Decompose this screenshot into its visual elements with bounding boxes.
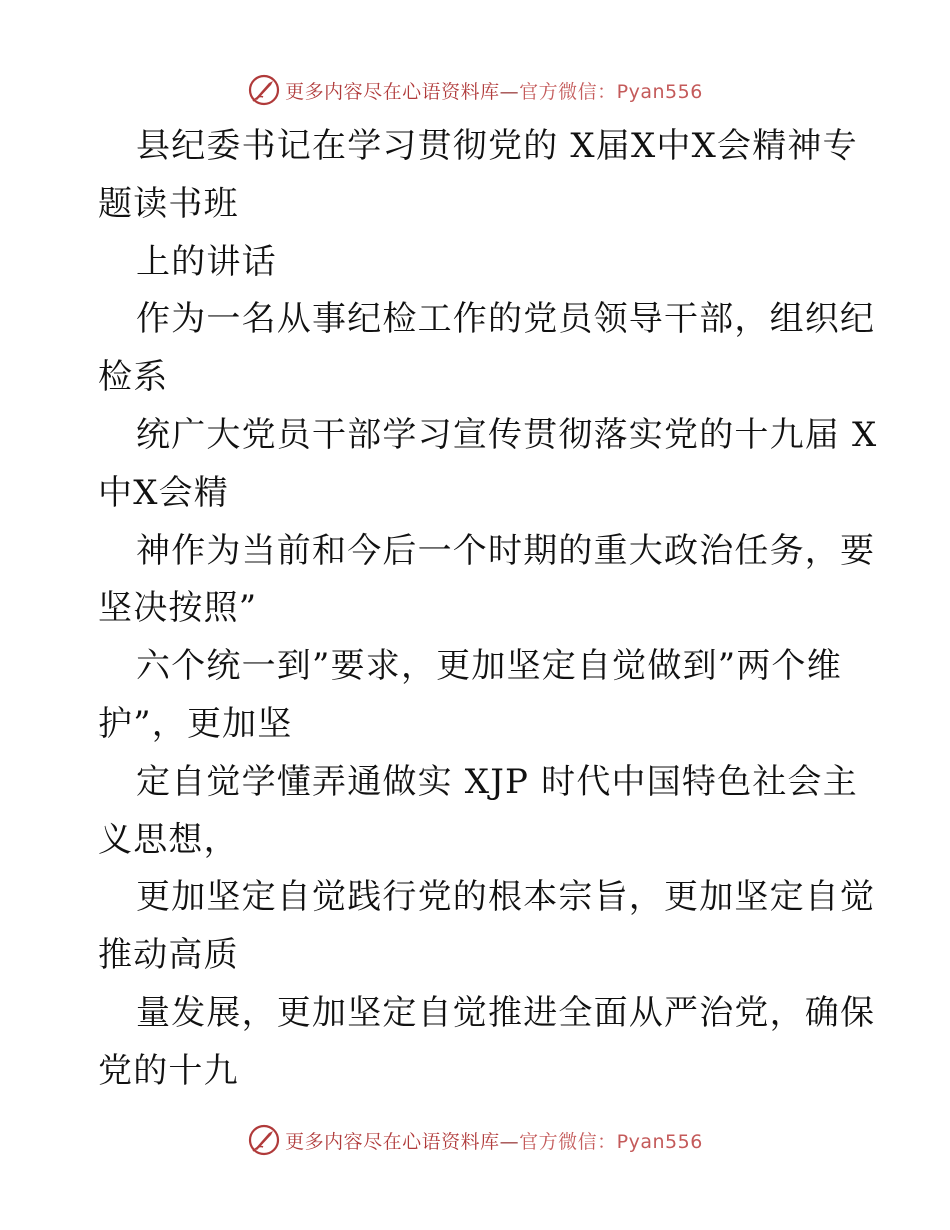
- text-line: 题读书班: [98, 183, 239, 224]
- text-line: 护”，更加坚: [98, 703, 293, 744]
- text-line: 上的讲话: [136, 241, 277, 282]
- text-line: 中X会精: [98, 472, 230, 513]
- header-banner: [0, 70, 950, 110]
- quill-pen-logo-icon: [247, 73, 281, 107]
- text-line: 六个统一到”要求，更加坚定自觉做到”两个维: [136, 646, 842, 687]
- banner-text: [285, 1127, 703, 1154]
- banner-wechat: 官方微信：Pyan556: [519, 1130, 703, 1153]
- text-line: 坚决按照”: [98, 588, 258, 629]
- text-line: 推动高质: [98, 935, 239, 976]
- text-line: 统广大党员干部学习宣传贯彻落实党的十九届 X: [136, 414, 878, 455]
- text-line: 党的十九: [98, 1050, 239, 1091]
- banner-separator: —: [499, 1130, 520, 1153]
- text-line: 县纪委书记在学习贯彻党的 X届X中X会精神专: [136, 126, 858, 166]
- banner-text: [285, 77, 703, 104]
- text-line: 作为一名从事纪检工作的党员领导干部，组织纪: [136, 299, 876, 340]
- text-line: 定自觉学懂弄通做实 XJP 时代中国特色社会主: [136, 761, 858, 802]
- banner-wechat: 官方微信：Pyan556: [519, 80, 703, 103]
- text-line: 更加坚定自觉践行党的根本宗旨，更加坚定自觉: [136, 877, 876, 918]
- document-body: [98, 118, 878, 1101]
- quill-pen-logo-icon: [247, 1123, 281, 1157]
- banner-title: 更多内容尽在心语资料库: [285, 80, 500, 103]
- text-line: 神作为当前和今后一个时期的重大政治任务，要: [136, 530, 876, 571]
- text-line: 检系: [98, 357, 169, 398]
- text-line: 量发展，更加坚定自觉推进全面从严治党，确保: [136, 992, 876, 1033]
- footer-banner: [0, 1120, 950, 1160]
- banner-separator: —: [499, 80, 520, 103]
- text-line: 义思想，: [98, 819, 239, 860]
- banner-title: 更多内容尽在心语资料库: [285, 1130, 500, 1153]
